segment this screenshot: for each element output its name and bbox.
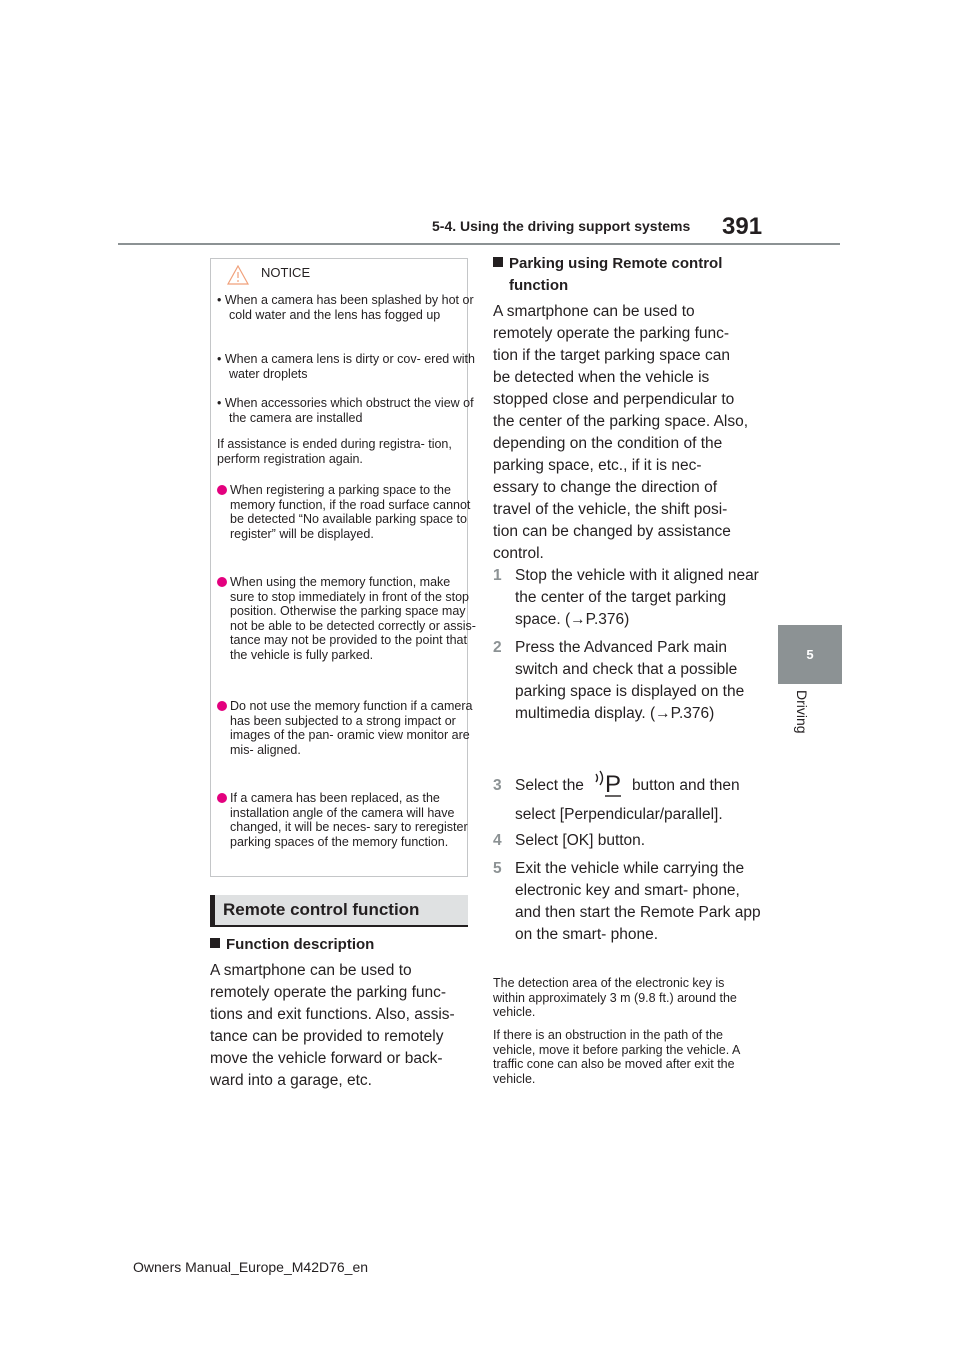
notice-box — [210, 258, 476, 877]
step-item — [493, 830, 765, 852]
svg-text:P: P — [604, 771, 621, 798]
step-number: 3 — [493, 777, 502, 794]
notice-item-text: When using the memory function, make sure to stop immediately in front of the stop position. Otherwise the parking space may not be able to be detected correctly or assis- tance may not be provided to the point that the vehicle is fully parked. — [230, 575, 476, 662]
notice-title: NOTICE — [261, 265, 311, 280]
step-text: Exit the vehicle while carrying the electronic key and smart- phone, and then start the Remote Park app on the smart- phone. — [515, 860, 761, 943]
warning-icon — [227, 265, 249, 285]
chapter-label-container — [780, 690, 840, 750]
notice-item-text: Do not use the memory function if a camera has been subjected to a strong impact or images of the pan- oramic view monitor are mis- aligned. — [230, 699, 473, 757]
notice-item — [217, 483, 476, 541]
page-number: 391 — [722, 213, 763, 240]
notice-paragraph: If assistance is ended during registra- tion, perform registration again. — [217, 437, 452, 466]
step-text: Press the Advanced Park main switch and check that a possible parking space is displayed on the multimedia display. (→P.376) — [515, 639, 745, 722]
subheading-text: Function description — [226, 936, 375, 953]
body-text: A smartphone can be used to remotely operate the parking func- tions and exit functions. Also, assis- tance can be provided to remotely move the vehicle forward or back- ward into a garage, etc. — [210, 962, 455, 1089]
note-text: If there is an obstruction in the path of the vehicle, move it before parking the vehicle. A traffic cone can also be moved after exit the vehicle. — [493, 1028, 740, 1086]
step-item — [493, 768, 771, 798]
square-bullet-icon — [210, 938, 220, 948]
step-item — [493, 565, 765, 631]
step-number: 4 — [493, 832, 502, 849]
square-bullet-icon — [493, 257, 503, 267]
notice-item — [217, 575, 476, 662]
step-item — [493, 637, 765, 725]
body-text: A smartphone can be used to remotely operate the parking func- tion if the target parking space can be detected when the vehicle is stopped close and perpendicular to the center of the parking space. Also, depending on the condition of the parking space, etc., if it is nec- essary to change the direction of travel of the vehicle, the shift posi- tion can be changed by assistance control. — [493, 303, 749, 562]
subheading — [210, 934, 470, 956]
header-rule — [118, 243, 840, 245]
chapter-number: 5 — [806, 647, 814, 662]
subheading-text: Parking using Remote control function — [509, 255, 723, 294]
subheading — [493, 253, 765, 297]
notice-header — [211, 259, 467, 293]
step-text: button and then — [631, 777, 740, 794]
notice-bullet: • When a camera lens is dirty or cov- ered with water droplets — [217, 352, 475, 381]
remote-park-icon — [592, 768, 624, 798]
section-title: Remote control function — [223, 900, 420, 919]
notice-item — [217, 699, 476, 757]
step-item — [493, 858, 765, 946]
notice-item-text: If a camera has been replaced, as the installation angle of the camera will have changed, it will be neces- sary to reregister parking spaces of the memory function. — [230, 791, 468, 849]
bullet-dot-icon — [217, 485, 227, 495]
chapter-label: Driving — [794, 690, 810, 734]
footer-text: Owners Manual_Europe_M42D76_en — [133, 1259, 369, 1275]
step-text: Select [OK] button. — [515, 832, 646, 849]
section-header: 5-4. Using the driving support systems — [432, 218, 691, 234]
step-number: 1 — [493, 567, 502, 584]
bullet-dot-icon — [217, 793, 227, 803]
step-text: Select the — [515, 777, 584, 794]
notice-bullet: • When a camera has been splashed by hot or cold water and the lens has fogged up — [217, 293, 474, 322]
bullet-dot-icon — [217, 577, 227, 587]
step-text: Stop the vehicle with it aligned near the center of the target parking space. (→P.376) — [515, 567, 759, 628]
note-text: The detection area of the electronic key is within approximately 3 m (9.8 ft.) around the vehicle. — [493, 976, 737, 1019]
chapter-tab — [778, 625, 842, 684]
notice-bullet: • When accessories which obstruct the view of the camera are installed — [217, 396, 474, 425]
section-title-bar — [210, 895, 468, 927]
bullet-dot-icon — [217, 701, 227, 711]
step-number: 5 — [493, 860, 502, 877]
notice-item-text: When registering a parking space to the memory function, if the road surface cannot be detected “No available parking space to register” will be displayed. — [230, 483, 471, 541]
notice-item — [217, 791, 476, 849]
step-number: 2 — [493, 639, 502, 656]
step-text-continuation: select [Perpendicular/parallel]. — [515, 806, 723, 823]
